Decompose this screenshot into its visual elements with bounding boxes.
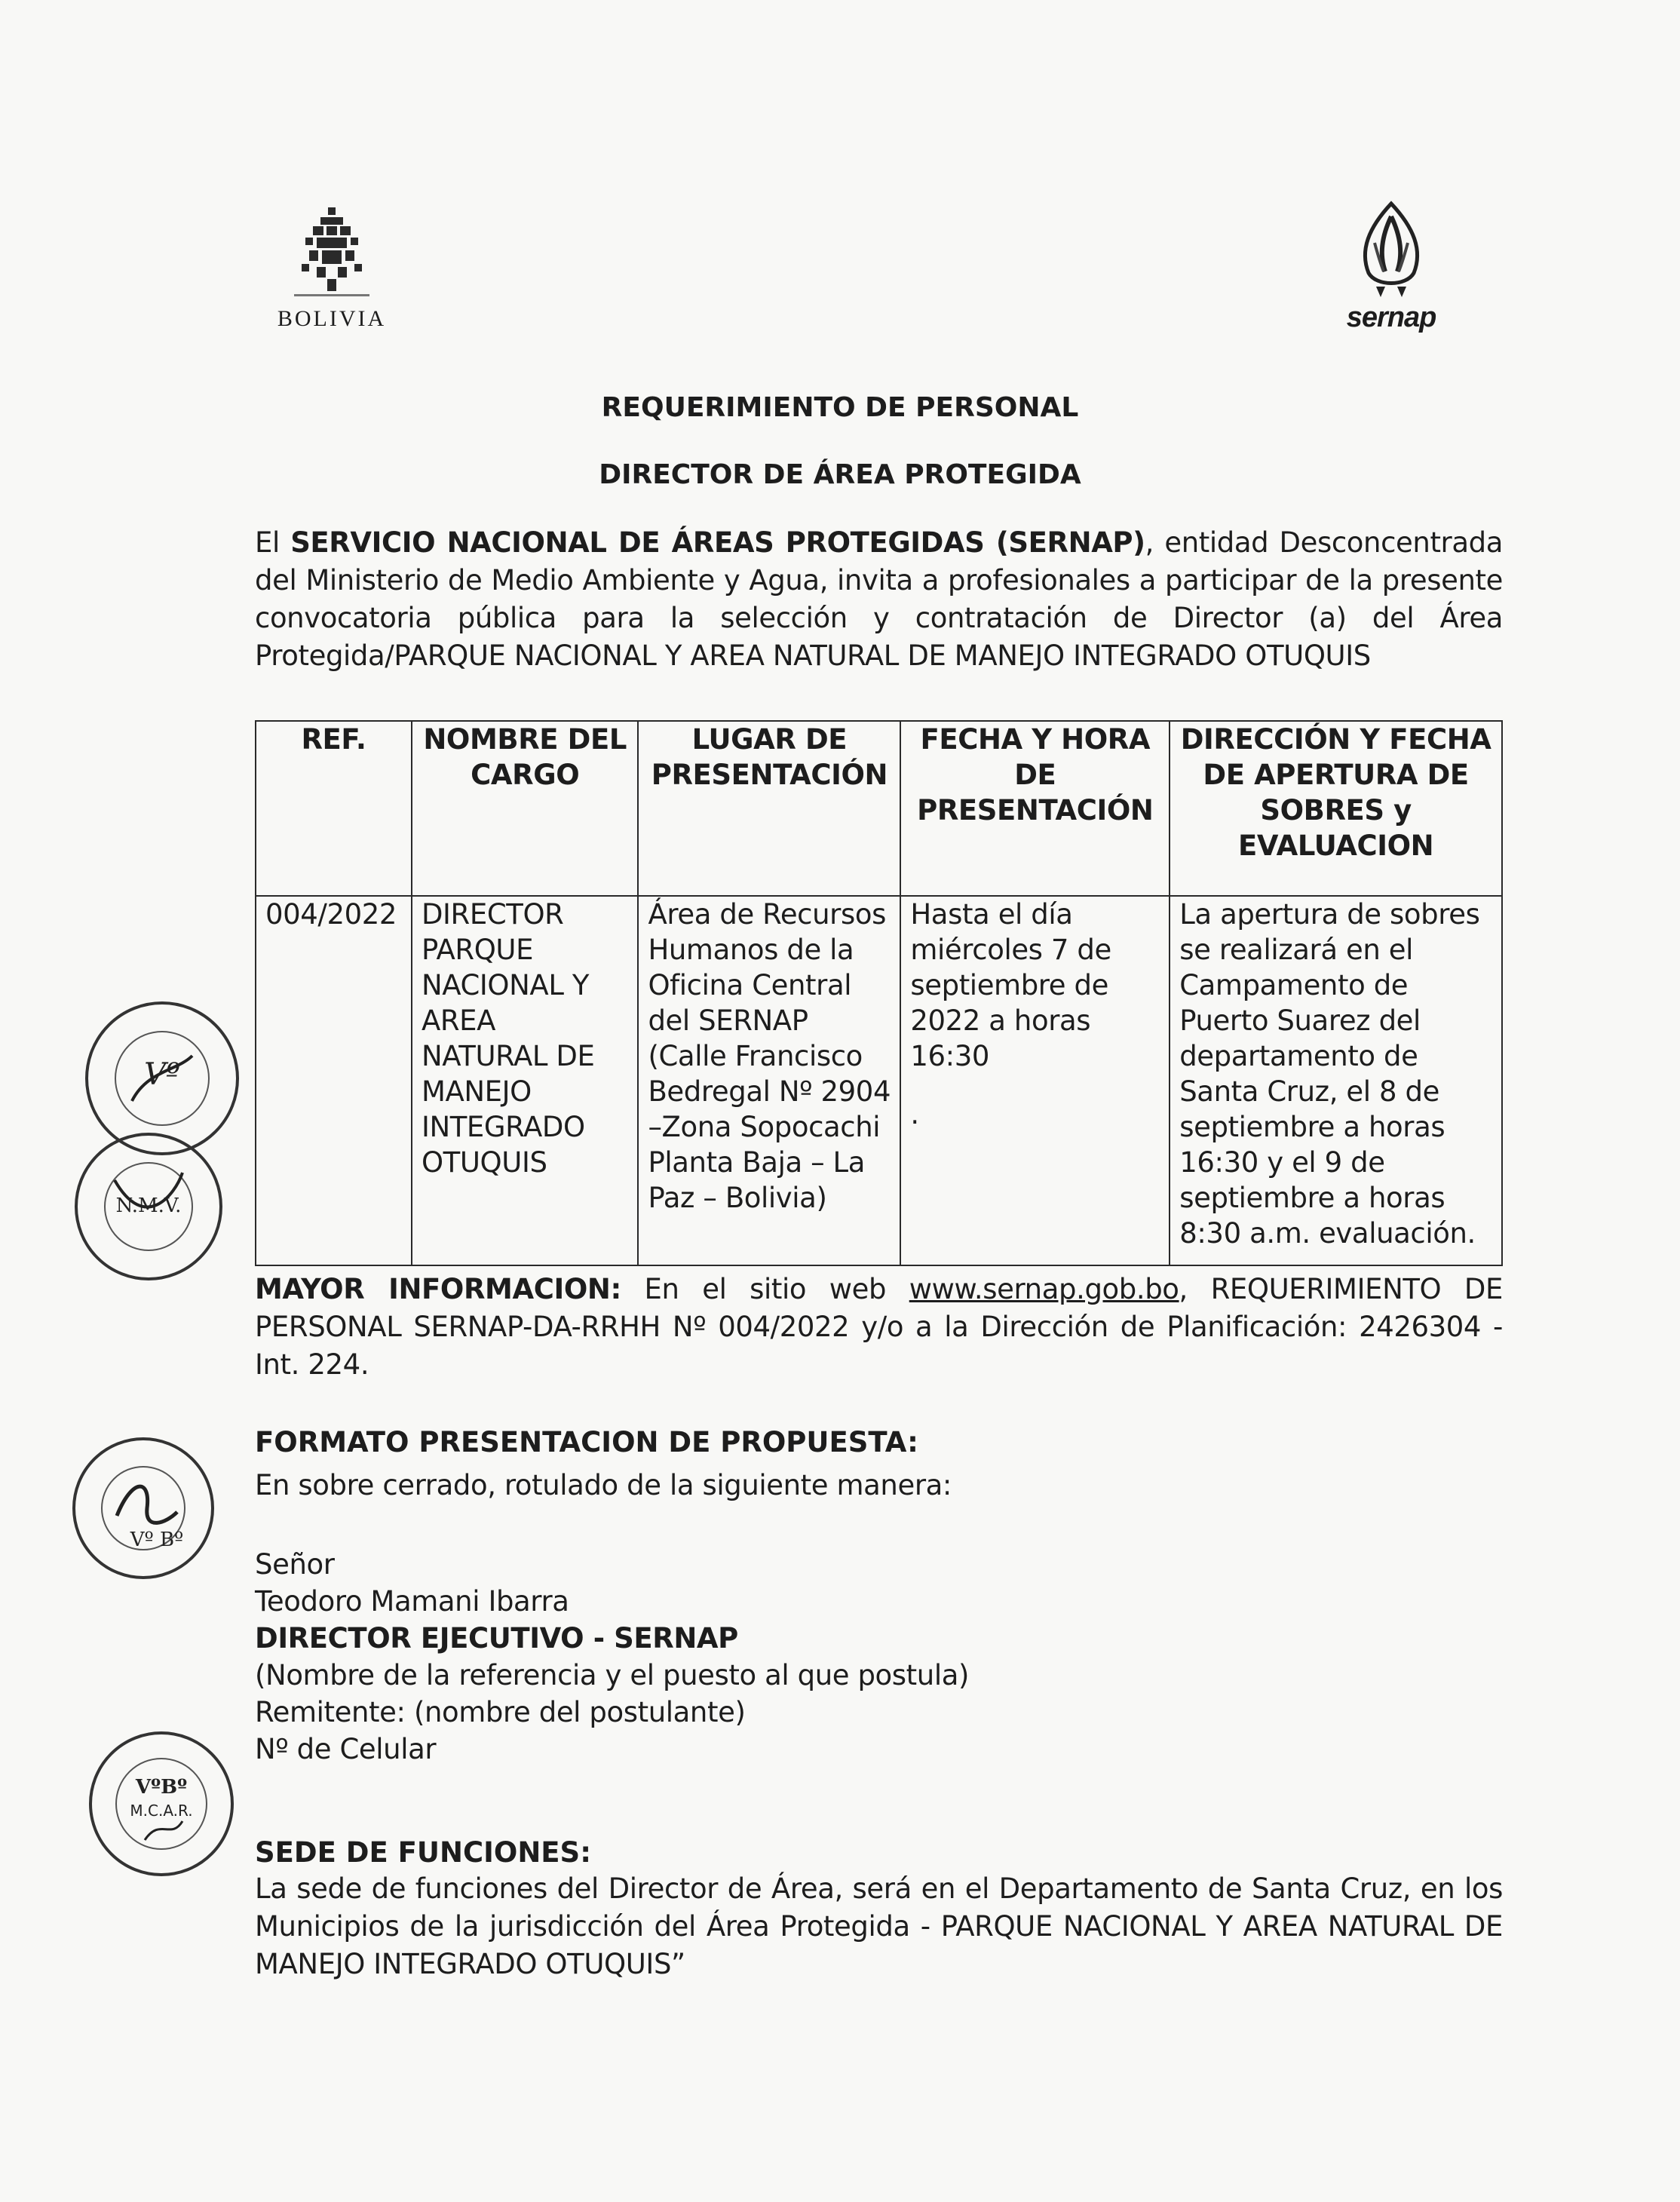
sede-heading: SEDE DE FUNCIONES:: [255, 1836, 592, 1869]
intro-org: SERVICIO NACIONAL DE ÁREAS PROTEGIDAS (SERNAP): [290, 526, 1145, 559]
address-line-3: DIRECTOR EJECUTIVO - SERNAP: [255, 1622, 738, 1655]
mayor-info-label: MAYOR INFORMACION:: [255, 1273, 621, 1305]
mayor-info-post: , REQUERIMIENTO DE PERSONAL SERNAP-DA-RRHH Nº 004/2022 y/o a la Dirección de Planificación: 2426304 - Int. 224.: [255, 1273, 1503, 1381]
intro-pre: El: [255, 526, 291, 559]
address-line-4: (Nombre de la referencia y el puesto al que postula): [255, 1659, 970, 1691]
svg-text:N.M.V.: N.M.V.: [115, 1195, 182, 1217]
sernap-website-link[interactable]: www.sernap.gob.bo: [909, 1273, 1179, 1305]
bolivia-logo: [268, 204, 396, 332]
svg-text:VºBº: VºBº: [135, 1776, 188, 1799]
direccion-administrativa-stamp-icon: [60, 1433, 226, 1584]
sede-text: La sede de funciones del Director de Área, será en el Departamento de Santa Cruz, en los Municipios de la jurisdicción del Área Protegida - PARQUE NACIONAL Y AREA NATURAL DE MANEJO INTEGRADO OTUQUIS”: [255, 1872, 1503, 1980]
formato-heading: FORMATO PRESENTACION DE PROPUESTA:: [255, 1426, 918, 1458]
svg-text:M.C.A.R.: M.C.A.R.: [130, 1802, 193, 1820]
sernap-logo: [1327, 198, 1455, 334]
sernap-caption: sernap: [1346, 302, 1436, 333]
cell-apertura: La apertura de sobres se realizará en el Campamento de Puerto Suarez del departamento de Santa Cruz, el 8 de septiembre a horas 16:30 y el 9 de septiembre a horas 8:30 a.m. evaluación.: [1170, 896, 1502, 1265]
cell-fecha-text: Hasta el día miércoles 7 de septiembre de 2022 a horas 16:30: [910, 898, 1111, 1072]
cell-ref: 004/2022: [256, 896, 412, 1265]
address-line-2: Teodoro Mamani Ibarra: [255, 1585, 569, 1618]
intro-paragraph: [255, 524, 1503, 675]
header-ref: REF.: [256, 721, 412, 896]
header-apertura: DIRECCIÓN Y FECHA DE APERTURA DE SOBRES y EVALUACION: [1170, 721, 1502, 896]
cell-fecha: [900, 896, 1170, 1265]
cell-fecha-extra: .: [910, 1098, 919, 1130]
mayor-info-paragraph: [255, 1271, 1503, 1384]
formato-text: En sobre cerrado, rotulado de la siguiente manera:: [255, 1469, 952, 1501]
header-cargo: NOMBRE DEL CARGO: [412, 721, 639, 896]
mayor-info-pre: En el sitio web: [621, 1273, 909, 1305]
address-block: [255, 1546, 969, 1768]
bolivia-emblem-icon: [287, 204, 377, 302]
page-subtitle: DIRECTOR DE ÁREA PROTEGIDA: [599, 459, 1081, 490]
address-line-6: Nº de Celular: [255, 1733, 437, 1765]
page-title: REQUERIMIENTO DE PERSONAL: [601, 392, 1079, 423]
address-line-1: Señor: [255, 1548, 335, 1581]
address-line-5: Remitente: (nombre del postulante): [255, 1696, 746, 1728]
sernap-leaf-icon: [1346, 198, 1436, 303]
header-fecha: FECHA Y HORA DE PRESENTACIÓN: [900, 721, 1170, 896]
svg-text:Vº: Vº: [144, 1057, 180, 1092]
requirements-table: [255, 720, 1503, 1266]
direccion-planificacion-stamp-icon: [69, 1127, 228, 1286]
table-row: [256, 896, 1502, 1265]
cell-lugar: Área de Recursos Humanos de la Oficina Central del SERNAP (Calle Francisco Bedregal Nº 2904 –Zona Sopocachi Planta Baja – La Paz – Bolivia): [638, 896, 900, 1265]
intro-post: , entidad Desconcentrada del Ministerio de Medio Ambiente y Agua, invita a profesionales a participar de la presente convocatoria pública para la selección y contratación de Director (a) del Área Protegida/PARQUE NACIONAL Y AREA NATURAL DE MANEJO INTEGRADO OTUQUIS: [255, 526, 1503, 672]
table-header-row: [256, 721, 1502, 896]
svg-text:Vº Bº: Vº Bº: [130, 1529, 184, 1551]
header-lugar: LUGAR DE PRESENTACIÓN: [638, 721, 900, 896]
vobo-rrhh-stamp-icon: [84, 1727, 239, 1882]
cell-cargo: DIRECTOR PARQUE NACIONAL Y AREA NATURAL DE MANEJO INTEGRADO OTUQUIS: [412, 896, 639, 1265]
bolivia-caption: BOLIVIA: [277, 306, 387, 331]
